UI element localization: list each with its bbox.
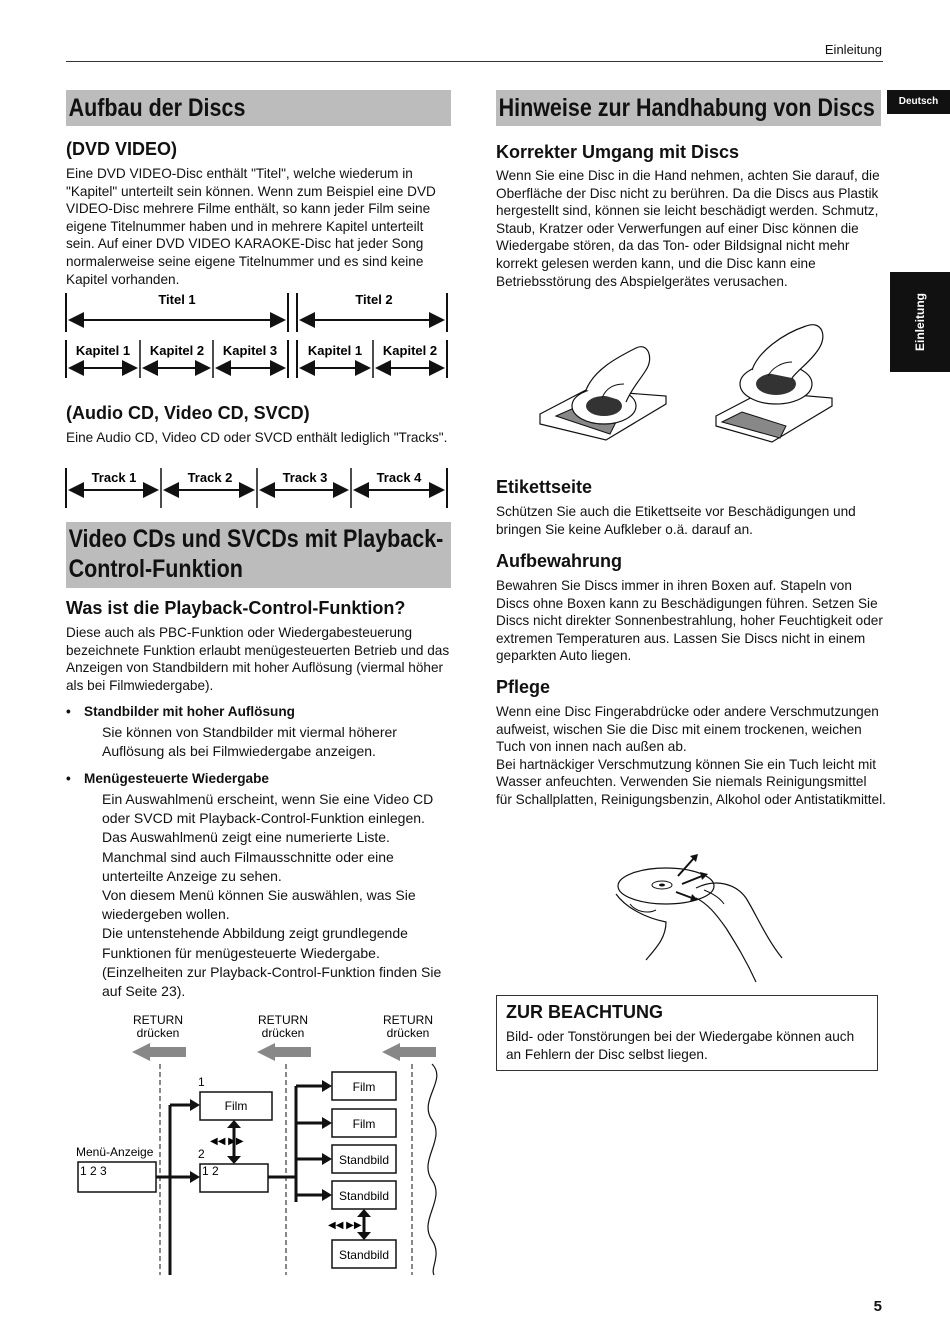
return-label: RETURN bbox=[133, 1013, 183, 1027]
bullet1-title: Standbilder mit hoher Auflösung bbox=[84, 704, 295, 719]
pflege-text: Wenn eine Disc Fingerabdrücke oder andere Verschmutzungen aufweist, wischen Sie die Disc mit einem trockenen, weichen Tuch von innen nach außen ab. Bei hartnäckiger Verschmutzung können Sie ein Tuch leicht mit Wasser anfeuchten. Verwenden Sie niemals Reinigungsmittel für Schallplatten, Reinigungsbenzin, Alkohol oder Antistatikmittel. bbox=[496, 704, 886, 807]
disc-handling-illustration bbox=[536, 318, 836, 460]
return-arrow-icon bbox=[382, 1043, 436, 1061]
chapter-tab-label: Einleitung bbox=[913, 293, 927, 351]
return-label: drücken bbox=[261, 1026, 305, 1040]
section-title-pbc bbox=[66, 522, 451, 588]
running-header: Einleitung bbox=[824, 42, 882, 57]
track-label: Track 2 bbox=[187, 470, 233, 485]
page-number: 5 bbox=[873, 1298, 882, 1315]
dvd-text: Eine DVD VIDEO-Disc enthält "Titel", welche wiederum in "Kapitel" unterteilt sein können. Wenn zum Beispiel eine DVD VIDEO-Disc mehrere Filme enthält, so kann jeder Film seine eigene Titelnummer haben und in mehrere Kapitel unterteilt sein. Auf einer DVD VIDEO KARAOKE-Disc hat jeder Song normalerweise seine eigene Titelnummer und es sind keine Kapitel vorhanden. bbox=[66, 166, 436, 287]
menu-number: 1 bbox=[198, 1075, 205, 1089]
dvd-structure-diagram bbox=[60, 288, 455, 380]
bullet2-title: Menügesteuerte Wiedergabe bbox=[84, 771, 269, 786]
title-2-label: Titel 2 bbox=[355, 292, 393, 307]
flow-box-label: Standbild bbox=[338, 1248, 390, 1262]
bullet1-text: Sie können von Standbilder mit viermal höherer Auflösung als bei Filmwiedergabe anzeigen. bbox=[102, 724, 397, 759]
bullet-dot: • bbox=[66, 704, 71, 719]
bullet2-text: Ein Auswahlmenü erscheint, wenn Sie eine Video CD oder SVCD mit Playback-Control-Funktion einlegen. Das Auswahlmenü zeigt eine numerierte Liste. Manchmal sind auch Filmausschnitte oder eine unterteilte Anzeige zu sehen. Von diesem Menü können Sie auswählen, was Sie wiedergeben wollen. Die untenstehende Abbildung zeigt grundlegende Funktionen für menügesteuerte Wiedergabe. (Einzelheiten zur Playback-Control-Funktion finden Sie auf Seite 23). bbox=[102, 791, 442, 1000]
aufbewahrung-text: Bewahren Sie Discs immer in ihren Boxen auf. Stapeln von Discs ohne Boxen kann zu Beschädigungen führen. Setzen Sie Discs nicht direkter Sonnenbestrahlung, hoher Feuchtigkeit oder extremen Temperaturen aus. Lassen Sie Discs nicht in einem geparkten Auto liegen. bbox=[496, 578, 883, 664]
pbc-intro: Diese auch als PBC-Funktion oder Wiedergabesteuerung bezeichnete Funktion erlaubt menügesteuerten Betrieb und das Anzeigen von Standbildern mit hoher Auflösung (viermal höher als bei Filmwiedergabe). bbox=[66, 625, 450, 693]
skip-buttons-icon: ◀◀ ▶▶ bbox=[328, 1220, 362, 1231]
pflege-heading: Pflege bbox=[496, 677, 551, 697]
track-label: Track 4 bbox=[376, 470, 422, 485]
chapter-label: Kapitel 1 bbox=[75, 343, 131, 358]
track-label: Track 3 bbox=[282, 470, 328, 485]
etikett-text: Schützen Sie auch die Etikettseite vor Beschädigungen und bringen Sie keine Aufkleber o.ä. darauf an. bbox=[496, 504, 856, 537]
pbc-flow-diagram bbox=[70, 1010, 450, 1280]
note-box bbox=[496, 995, 878, 1071]
section-title-hinweise-text: Hinweise zur Handhabung von Discs bbox=[498, 94, 875, 122]
chapter-label: Kapitel 2 bbox=[382, 343, 438, 358]
chapter-tab bbox=[890, 272, 950, 372]
return-label: RETURN bbox=[258, 1013, 308, 1027]
section-title-aufbau-text: Aufbau der Discs bbox=[68, 94, 246, 122]
return-label: drücken bbox=[136, 1026, 180, 1040]
chapter-label: Kapitel 1 bbox=[307, 343, 363, 358]
return-arrow-icon bbox=[132, 1043, 186, 1061]
section-title-pbc-line1: Video CDs und SVCDs mit Playback- bbox=[68, 525, 444, 553]
umgang-heading: Korrekter Umgang mit Discs bbox=[496, 142, 740, 162]
menu-digits: 1 2 bbox=[202, 1164, 219, 1178]
section-title-pbc-line2: Control-Funktion bbox=[68, 555, 243, 583]
pbc-question-heading: Was ist die Playback-Control-Funktion? bbox=[66, 598, 406, 618]
bullet-dot: • bbox=[66, 771, 71, 786]
disc-cleaning-illustration bbox=[596, 848, 786, 986]
return-label: drücken bbox=[386, 1026, 430, 1040]
chapter-label: Kapitel 2 bbox=[149, 343, 205, 358]
flow-box-label: Film bbox=[352, 1080, 376, 1094]
return-arrow-icon bbox=[257, 1043, 311, 1061]
dvd-heading: (DVD VIDEO) bbox=[66, 139, 178, 159]
section-title-hinweise bbox=[496, 90, 881, 126]
flow-box-label: Film bbox=[224, 1099, 248, 1113]
track-diagram bbox=[60, 466, 455, 510]
menu-digits: 1 2 3 bbox=[80, 1164, 107, 1178]
skip-buttons-icon: ◀◀ ▶▶ bbox=[210, 1136, 244, 1147]
flow-box-label: Film bbox=[352, 1117, 376, 1131]
flow-box-label: Standbild bbox=[338, 1153, 390, 1167]
language-tab: Deutsch bbox=[887, 90, 950, 114]
aufbewahrung-heading: Aufbewahrung bbox=[496, 551, 622, 571]
umgang-text: Wenn Sie eine Disc in die Hand nehmen, achten Sie darauf, die Oberfläche der Disc nicht zu berühren. Da die Discs aus Plastik hergestellt sind, können sie leicht beschädigt werden. Schmutz, Staub, Kratzer oder Verwerfungen auf einer Disc können die Wiedergabe stören, da das Ton- oder Bildsignal nicht mehr korrekt gelesen werden kann, und die Disc kann eine Betriebsstörung des Abspielgerätes verusachen. bbox=[496, 168, 880, 289]
return-label: RETURN bbox=[383, 1013, 433, 1027]
header-rule bbox=[66, 61, 883, 62]
cd-heading: (Audio CD, Video CD, SVCD) bbox=[66, 403, 310, 423]
cd-text: Eine Audio CD, Video CD oder SVCD enthält lediglich "Tracks". bbox=[66, 430, 448, 445]
title-1-label: Titel 1 bbox=[158, 292, 196, 307]
note-title: ZUR BEACHTUNG bbox=[506, 1002, 663, 1022]
menu-display-label: Menü-Anzeige bbox=[76, 1145, 154, 1159]
menu-number: 2 bbox=[198, 1147, 205, 1161]
flow-box-label: Standbild bbox=[338, 1189, 390, 1203]
chapter-label: Kapitel 3 bbox=[222, 343, 278, 358]
etikett-heading: Etikettseite bbox=[496, 477, 593, 497]
section-title-aufbau bbox=[66, 90, 451, 126]
track-label: Track 1 bbox=[91, 470, 137, 485]
note-text: Bild- oder Tonstörungen bei der Wiedergabe können auch an Fehlern der Disc selbst liegen. bbox=[506, 1029, 855, 1062]
